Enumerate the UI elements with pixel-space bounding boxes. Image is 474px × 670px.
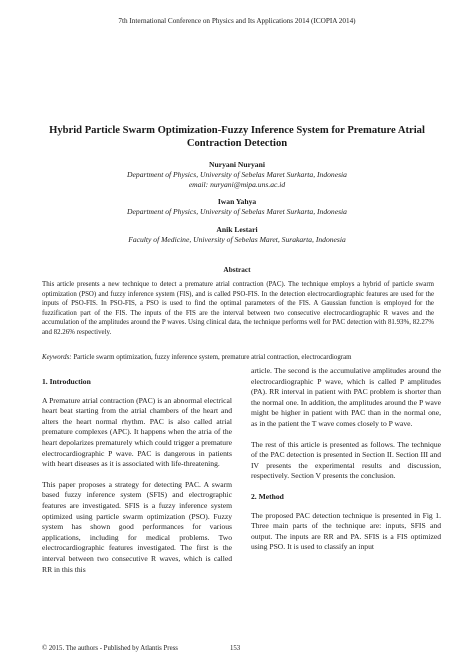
running-header: 7th International Conference on Physics and Its Applications 2014 (ICOPIA 2014) — [118, 17, 356, 25]
author-email: email: nuryani@mipa.uns.ac.id — [188, 180, 286, 189]
author-affiliation: Department of Physics, University of Sebelas Maret Surkarta, Indonesia — [127, 207, 347, 216]
keywords — [42, 353, 434, 363]
body-paragraph: A Premature atrial contraction (PAC) is an abnormal electrical heart beat starting from the atrial chambers of the heart and alters the heart normal rhythm. PAC is also called atrial premature complexes (APC). It happens when the atria of the heart depolarizes prematurely which could trigger a premature electrocardiographic P wave. PAC is dangerous in patients with heart diseases as it is associated with life-threatening. — [42, 395, 232, 469]
body-paragraph: The proposed PAC detection technique is presented in Fig 1. Three main parts of the technique are: inputs, SFIS and output. The inputs are RR and PA. SFIS is a FIS optimized using PSO. It is used to classify an input — [251, 510, 441, 552]
abstract-text: This article presents a new technique to detect a premature atrial contraction (PAC). The technique employs a hybrid of particle swarm optimization (PSO) and fuzzy inference system (FIS), and is called PSO-FIS. In the detection electrocardiographic features are used for the inputs of PSO-FIS. In PSO-FIS, a PSO is used to find the optimal parameters of the FIS. A Gaussian function is employed for the fuzzification part of the FIS. The inputs of the FIS are the interval between two consecutive electrocardiographic R waves and the accumulation of the amplitudes around the P waves. Using clinical data, the technique performs well for PAC detection with 81.93%, 82.27% and 82.26% respectively. — [42, 281, 434, 336]
body-paragraph: The rest of this article is presented as follows. The technique of the PAC detection is presented in Section II. Section III and IV presents the experimental results and discussion, respectively. Section V presents the conclusion. — [251, 439, 441, 481]
section-heading-introduction: 1. Introduction — [42, 377, 91, 386]
right-column — [251, 366, 441, 563]
author-block-2 — [40, 197, 434, 217]
section-heading-method: 2. Method — [251, 491, 284, 501]
paper-title — [40, 124, 434, 150]
footer-copyright: © 2015. The authors - Published by Atlantis Press — [42, 645, 178, 652]
body-paragraph: article. The second is the accumulative amplitudes around the electrocardiographic P wave, which is called P amplitudes (PA). RR interval in patient with PAC problem is shorter than the normal one. In addition, the amplitudes around the P wave might be higher in patient with PAC than in the normal one, as in the patient the T wave comes closely to P wave. — [251, 366, 441, 428]
author-name: Nuryani Nuryani — [209, 160, 265, 169]
page-number: 153 — [230, 645, 241, 652]
author-affiliation: Department of Physics, University of Sebelas Maret Surkarta, Indonesia — [127, 170, 347, 179]
author-block-1 — [40, 160, 434, 190]
title-line-2: Contraction Detection — [186, 138, 288, 149]
author-affiliation: Faculty of Medicine, University of Sebelas Maret, Surakarta, Indonesia — [128, 235, 346, 244]
body-paragraph: This paper proposes a strategy for detecting PAC. A swarm based fuzzy inference system (SFIS) and electrographic features are investigated. SFIS is a fuzzy inference system optimized using particle swarm optimization (PSO). Fuzzy system has shown good performances for various applications, including for medical problems. Two electrocardiographic features investigated. The first is the interval between two consecutive R waves, which is called RR in this this — [42, 479, 232, 574]
author-name: Anik Lestari — [216, 225, 258, 234]
left-column — [42, 377, 232, 585]
abstract-heading: Abstract — [223, 265, 251, 274]
author-name: Iwan Yahya — [217, 197, 257, 206]
author-block-3 — [40, 225, 434, 245]
keywords-label: Keywords: — [42, 354, 72, 361]
keywords-text: Particle swarm optimization, fuzzy inference system, premature atrial contraction, electrocardiogram — [73, 354, 352, 361]
title-line-1: Hybrid Particle Swarm Optimization-Fuzzy Inference System for Premature Atrial — [49, 125, 425, 136]
